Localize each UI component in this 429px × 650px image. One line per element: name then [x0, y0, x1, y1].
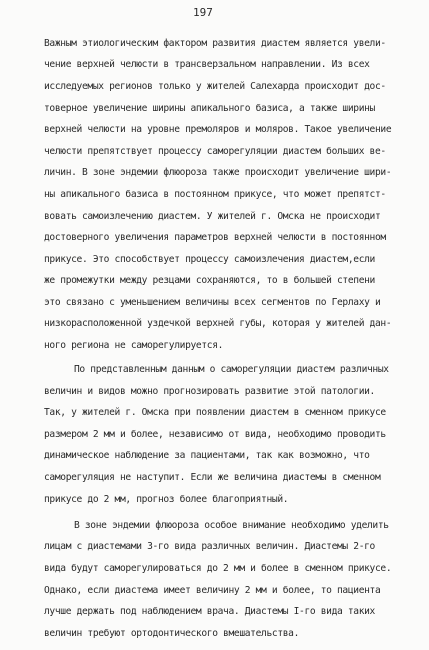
text-line: ны апикального базиса в постоянном прикусе, что может препятст- [44, 189, 386, 200]
text-line: лицам с диастемами 3-го вида различных величин. Диастемы 2-го [44, 541, 375, 552]
text-line: лучше держать под наблюдением врача. Диастемы I-го вида таких [44, 606, 375, 617]
text-line: же промежутки между резцами сохраняются, то в большей степени [44, 275, 375, 286]
text-line: Так, у жителей г. Омска при появлении диастем в сменном прикусе [44, 407, 386, 418]
paragraph-first-line: В зоне эндемии флюороза особое внимание необходимо уделить [74, 520, 389, 531]
text-line: челюсти препятствует процессу саморегуляции диастем больших ве- [44, 146, 386, 157]
text-line: чение верхней челюсти в трансверзальном направлении. Из всех [44, 59, 370, 70]
text-line: это связано с уменьшением величины всех сегментов по Герлаху и [44, 297, 381, 308]
text-line: товерное увеличение ширины апикального базиса, а также ширины [44, 103, 375, 114]
text-line: величин и видов можно прогнозировать развитие этой патологии. [44, 386, 375, 397]
text-line: низкорасположенной уздечкой верхней губы, которая у жителей дан- [44, 318, 392, 329]
text-line: прикусе. Это способствует процессу самоизлечения диастем,если [44, 254, 375, 265]
text-line: вовать самоизлечению диастем. У жителей г. Омска не происходит [44, 211, 381, 222]
text-line: величин требуют ортодонтического вмешательства. [44, 628, 300, 639]
text-line: динамическое наблюдение за пациентами, так как возможно, что [44, 450, 370, 461]
text-line: саморегуляция не наступит. Если же величина диастемы в сменном [44, 472, 381, 483]
text-line: исследуемых регионов только у жителей Салехарда происходит дос- [44, 81, 386, 92]
paragraph-first-line: По представленным данным о саморегуляции диастем различных [74, 364, 389, 375]
page-number: 197 [193, 6, 213, 19]
text-line: прикусе до 2 мм, прогноз более благоприятный. [44, 494, 289, 505]
text-line: Важным этиологическим фактором развития диастем является увели- [44, 38, 386, 49]
text-line: размером 2 мм и более, независимо от вида, необходимо проводить [44, 429, 386, 440]
text-line: личин. В зоне эндемии флюороза также происходит увеличение шири- [44, 167, 392, 178]
text-line: верхней челюсти на уровне премоляров и моляров. Такое увеличение [44, 124, 392, 135]
text-line: Однако, если диастема имеет величину 2 мм и более, то пациента [44, 585, 381, 596]
text-line: вида будут саморегулироваться до 2 мм и более в сменном прикусе. [44, 563, 392, 574]
text-line: ного региона не саморегулируется. [44, 340, 224, 351]
text-line: достоверного увеличения параметров верхней челюсти в постоянном [44, 232, 386, 243]
